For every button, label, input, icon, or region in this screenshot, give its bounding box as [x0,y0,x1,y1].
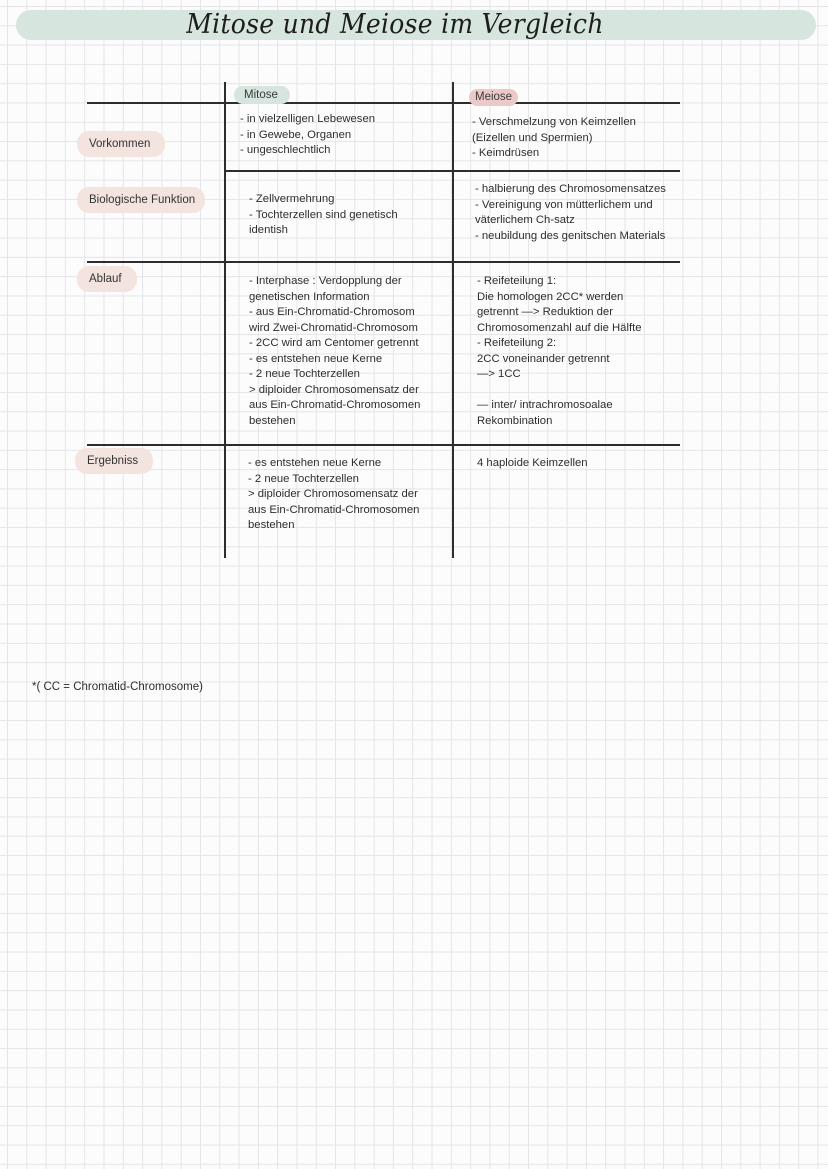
table-row-divider-3 [87,444,680,446]
cell-vorkommen-meiose [472,115,636,162]
cell-line: - Vereinigung von mütterlichem und [475,198,653,211]
cell-line: 2CC voneinander getrennt [477,352,610,365]
row-label-vorkommen: Vorkommen [77,131,165,157]
cell-line: Rekombination [477,414,553,427]
cell-line: - neubildung des genitschen Materials [475,229,666,242]
cell-line: aus Ein-Chromatid-Chromosomen [249,399,421,411]
cell-line: bestehen [248,519,295,531]
cell-line: - ungeschlechtlich [240,144,331,156]
cell-line: - 2CC wird am Centomer getrennt [249,337,419,349]
cell-line: aus Ein-Chromatid-Chromosomen [248,503,420,516]
cell-line: getrennt —> Reduktion der [477,306,613,318]
cell-line: —> 1CC [477,368,521,380]
page-title: Mitose und Meiose im Vergleich [186,7,604,40]
cell-ablauf-meiose [477,274,642,429]
cell-line: - aus Ein-Chromatid-Chromosom [249,306,415,318]
cell-line: - halbierung des Chromosomensatzes [475,183,666,195]
column-header-mitose: Mitose [234,86,290,104]
cell-line: - 2 neue Tochterzellen [249,368,360,380]
cell-line: - Interphase : Verdopplung der [249,275,402,287]
cell-line: - 2 neue Tochterzellen [248,472,359,485]
cell-line: bestehen [249,414,296,427]
table-row-divider-2 [87,261,680,263]
cell-line: - Reifeteilung 2: [477,337,557,349]
column-header-meiose: Meiose [469,89,518,106]
row-label-biologische-funktion: Biologische Funktion [77,187,205,213]
table-column-divider-1 [224,82,226,558]
cell-line: - in vielzelligen Lebewesen [240,113,376,125]
cell-line: Chromosomenzahl auf die Hälfte [477,321,642,334]
cell-line: - Keimdrüsen [472,147,540,159]
cell-line: väterlichem Ch-satz [475,214,575,226]
cell-line: wird Zwei-Chromatid-Chromosom [249,321,418,334]
cell-line: identish [249,224,288,236]
cell-ergebniss-meiose [477,456,588,472]
cell-line: genetischen Information [249,290,370,303]
cell-line: - Zellvermehrung [249,193,335,205]
row-label-ergebniss: Ergebniss [75,448,153,474]
cell-line: > diploider Chromosomensatz der [248,488,418,500]
row-label-ablauf: Ablauf [77,266,137,292]
cell-funktion-meiose [475,182,666,244]
table-column-divider-2 [452,82,454,558]
cell-ablauf-mitose [249,274,420,429]
cell-line: — inter/ intrachromosoalae [477,399,613,411]
cell-line: Die homologen 2CC* werden [477,290,624,303]
cell-line: - Verschmelzung von Keimzellen [472,116,636,128]
cell-vorkommen-mitose [240,112,375,159]
cell-line: - Reifeteilung 1: [477,275,557,287]
cell-line: - in Gewebe, Organen [240,128,352,141]
cell-line: - es entstehen neue Kerne [249,352,383,365]
cell-funktion-mitose [249,192,398,239]
cell-line: - es entstehen neue Kerne [248,457,382,469]
cell-line [477,383,642,399]
cell-line: > diploider Chromosomensatz der [249,383,419,396]
cell-line: 4 haploide Keimzellen [477,457,588,469]
footnote: *( CC = Chromatid-Chromosome) [32,681,203,693]
cell-line: - Tochterzellen sind genetisch [249,208,398,221]
table-header-line [87,102,680,104]
cell-ergebniss-mitose [248,456,419,534]
cell-line: (Eizellen und Spermien) [472,131,593,144]
